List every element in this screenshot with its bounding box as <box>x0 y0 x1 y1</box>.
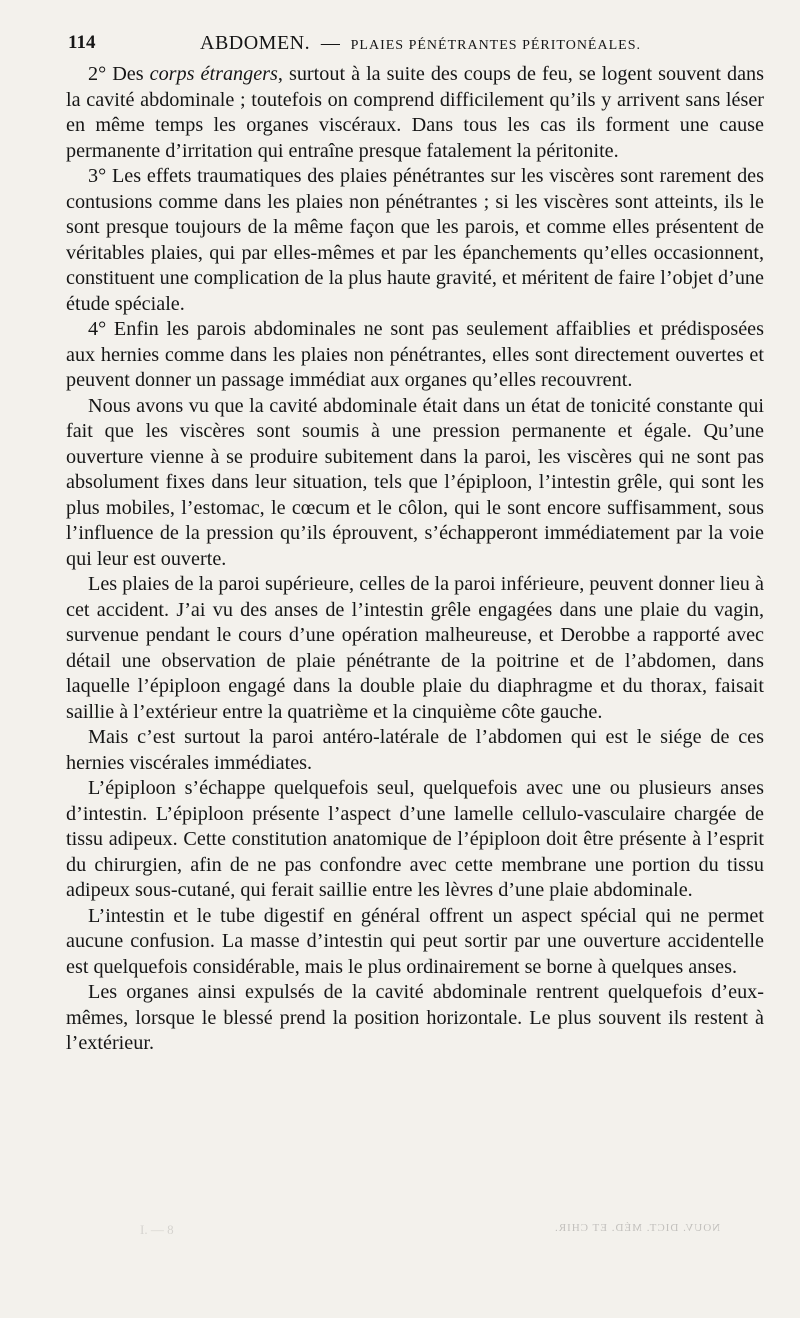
paragraph-text: , surtout à la suite des coups de feu, se logent souvent dans la cavité abdominale ; toutefois on comprend difficilement qu’ils y arrivent sans léser en même temps les organes viscéraux. Dans tous les cas ils forment une cause permanente d’irritation qui entraîne presque fatalement la péritonite. <box>66 63 765 162</box>
paragraph: Nous avons vu que la cavité abdominale était dans un état de tonicité constante qui fait que les viscères sont soumis à une pression permanente et égale. Qu’une ouverture vienne à se produire subitement dans la paroi, les viscères qui ne sont pas absolument fixes dans leur situation, tels que l’épiploon, l’intestin grêle, qui sont les plus mobiles, l’estomac, le cœcum et le côlon, qui le sont encore suffisamment, sous l’influence de la pression qu’ils éprouvent, s’échapperont immédiatement par la voie qui leur est ouverte. <box>66 394 764 570</box>
paragraph: L’intestin et le tube digestif en général offrent un aspect spécial qui ne permet aucune confusion. La masse d’intestin qui peut sortir par une ouverture accidentelle est quelquefois considérable, mais le plus ordinairement se borne à quelques anses. <box>66 904 764 978</box>
paragraph <box>66 62 764 164</box>
paragraph: 3° Les effets traumatiques des plaies pénétrantes sur les viscères sont rarement des contusions comme dans les plaies non pénétrantes ; si les viscères sont atteints, ils le sont presque toujours de la même façon que les parois, et comme elles présentent de véritables plaies, qui par elles-mêmes et par les épanchements qu’elles occasionnent, constituent une complication de la plus haute gravité, et méritent de faire l’objet d’une étude spéciale. <box>66 165 764 315</box>
body-text <box>66 62 764 1057</box>
running-head-subtitle: PLAIES PÉNÉTRANTES PÉRITONÉALES. <box>350 38 641 53</box>
paragraph: Mais c’est surtout la paroi antéro-latérale de l’abdomen qui est le siége de ces hernies viscérales immédiates. <box>66 726 764 774</box>
paragraph: Les plaies de la paroi supérieure, celles de la paroi inférieure, peuvent donner lieu à cet accident. J’ai vu des anses de l’intestin grêle engagées dans une plaie du vagin, survenue pendant le cours d’une opération malheureuse, et Derobbe a rapporté avec détail une observation de plaie pénétrante de la poitrine et de l’abdomen, dans laquelle l’épiploon engagé dans la double plaie du diaphragme et du thorax, faisait saillie à l’extérieur entre la quatrième et la cinquième côte gauche. <box>66 573 764 723</box>
bleed-through-signature: I. — 8 <box>140 1222 174 1237</box>
bleed-through-footer: NOUV. DICT. MÉD. ET CHIR. <box>553 1222 720 1234</box>
running-head <box>200 26 641 63</box>
paragraph: L’épiploon s’échappe quelquefois seul, quelquefois avec une ou plusieurs anses d’intestin. L’épiploon présente l’aspect d’une lamelle cellulo-vasculaire chargée de tissu adipeux. Cette constitution anatomique de l’épiploon doit être présente à l’esprit du chirurgien, afin de ne pas confondre avec cette membrane une portion du tissu adipeux sous-cutané, qui ferait saillie entre les lèvres d’une plaie abdominale. <box>66 777 764 901</box>
paragraph: Les organes ainsi expulsés de la cavité abdominale rentrent quelquefois d’eux-mêmes, lorsque le blessé prend la position horizontale. Le plus souvent ils restent à l’extérieur. <box>66 981 764 1054</box>
paragraph: 4° Enfin les parois abdominales ne sont pas seulement affaiblies et prédisposées aux hernies comme dans les plaies non pénétrantes, elles sont directement ouvertes et peuvent donner un passage immédiat aux organes qu’elles recouvrent. <box>66 318 764 391</box>
page-header <box>66 26 764 60</box>
page-number: 114 <box>68 32 96 53</box>
italic-term: corps étrangers <box>149 63 278 85</box>
paragraph-lead: 2° Des <box>88 63 150 85</box>
running-head-dash: — <box>320 33 340 54</box>
running-head-title: ABDOMEN. <box>200 32 311 54</box>
